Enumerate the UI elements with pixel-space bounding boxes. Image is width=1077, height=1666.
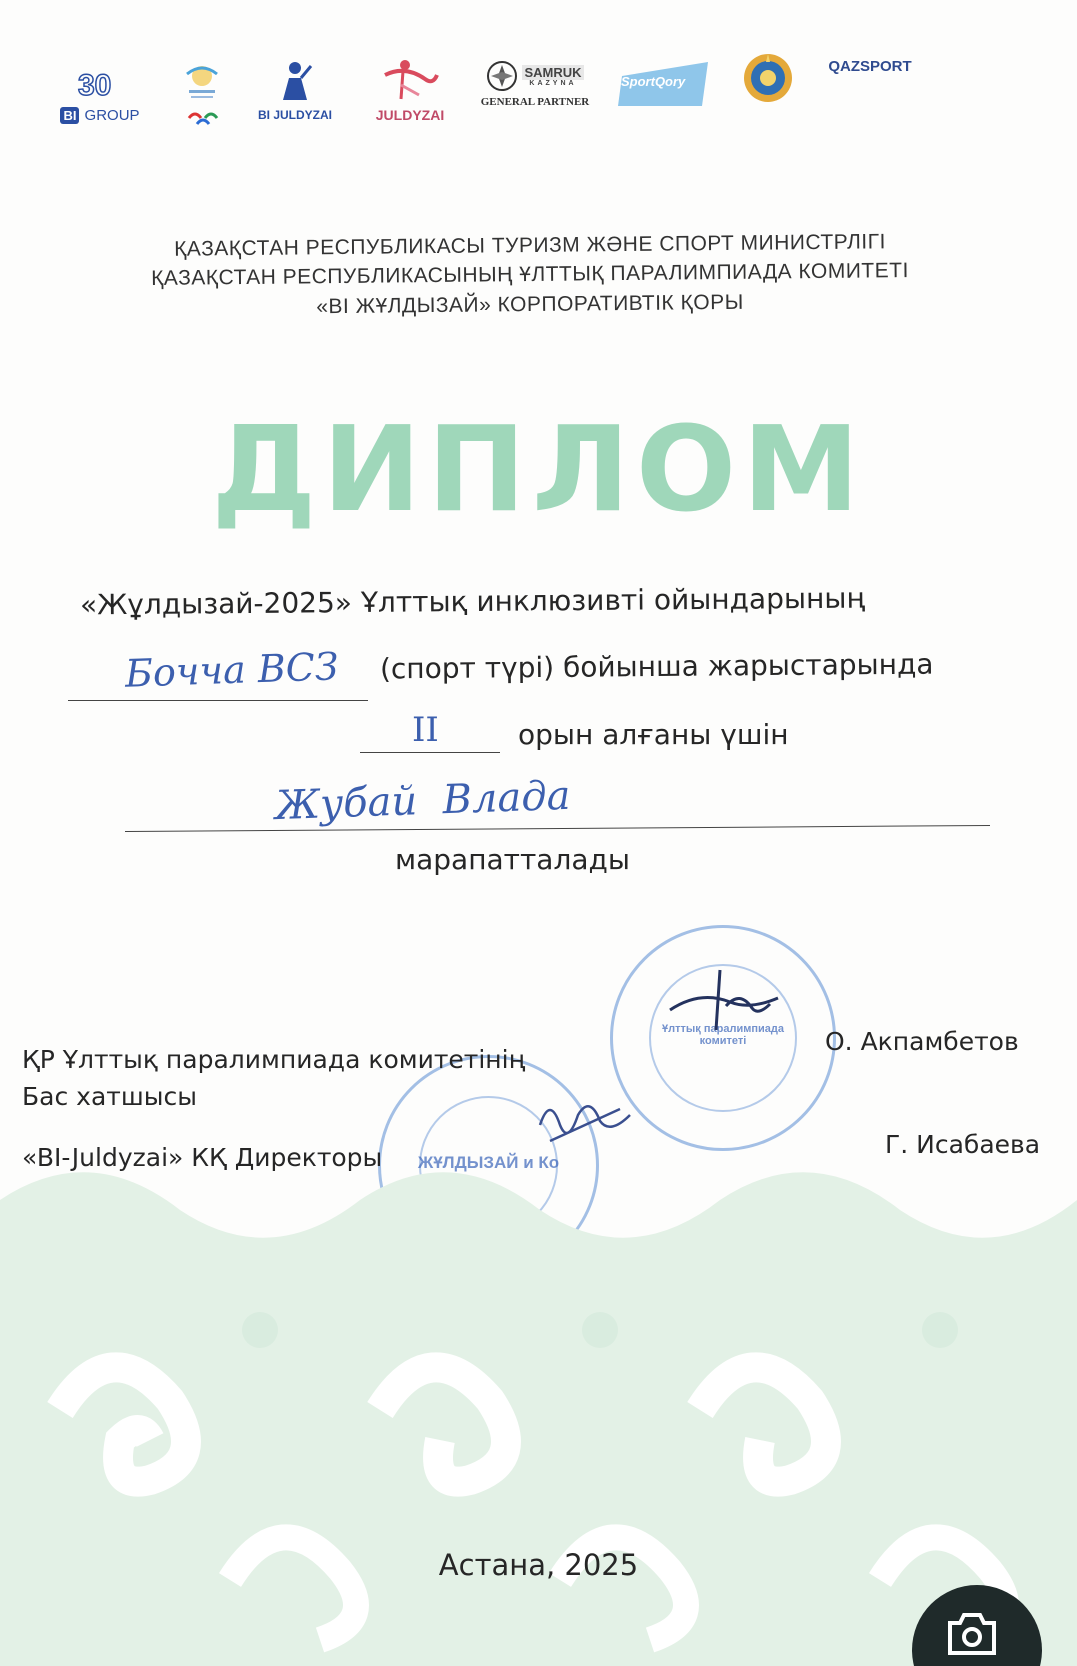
- samruk-kazyna-logo: [475, 60, 595, 108]
- sponsor-logos: [50, 60, 1010, 150]
- place-underline: [360, 752, 500, 753]
- signatory1-name: О. Акпамбетов: [825, 1027, 1019, 1056]
- bi-group-logo: [55, 65, 145, 128]
- body-sport-line: (спорт түрі) бойынша жарыстарында: [379, 647, 934, 686]
- body-games-line: «Жұлдызай-2025» Ұлттық инклюзивті ойындарының: [79, 581, 866, 622]
- kz-emblem-logo: [738, 52, 798, 108]
- handwritten-recipient-name: Жубай Влада: [274, 772, 572, 830]
- juldyzai-stamp-text: ЖҰЛДЫЗАЙ и Ко: [417, 1153, 560, 1172]
- signature-akpambetov-icon: [660, 960, 790, 1040]
- bi-juldyzai-text: BI JULDYZAI: [257, 108, 332, 122]
- body-awarded-line: марапатталады: [395, 843, 630, 876]
- name-underline: [125, 825, 990, 832]
- signatory1-title-line2: Бас хатшысы: [22, 1082, 197, 1111]
- paralympic-committee-logo: [172, 60, 232, 144]
- signatory2-title: «BI-Juldyzai» КҚ Директоры: [22, 1143, 383, 1172]
- bi-group-name: GROUP: [84, 107, 140, 124]
- bi-group-badge: BI: [60, 107, 79, 124]
- bi-juldyzai-figure-icon: [275, 60, 315, 104]
- samruk-sub: KAZYNA: [529, 80, 577, 87]
- sport-qory-logo: [615, 62, 715, 110]
- header-committee: ҚАЗАҚСТАН РЕСПУБЛИКАСЫНЫҢ ҰЛТТЫҚ ПАРАЛИМПИАДА КОМИТЕТІ: [151, 259, 909, 290]
- header-foundation: «BI ЖҰЛДЫЗАЙ» КОРПОРАТИВТІК ҚОРЫ: [316, 290, 744, 319]
- sport-qory-text: SportQory: [621, 74, 686, 89]
- juldyzai-logo: [355, 55, 465, 123]
- juldyzai-dancer-icon: [375, 55, 445, 103]
- bi-juldyzai-logo: [245, 60, 345, 122]
- qazsport-text: QAZSPORT: [828, 58, 912, 75]
- paralympic-stamp-text: Ұлттық паралимпиада комитеті: [662, 1023, 784, 1047]
- diploma-title: ДИПЛОМ: [211, 400, 866, 538]
- samruk-emblem-icon: [486, 60, 518, 92]
- samruk-name: SAMRUK: [524, 65, 582, 80]
- handwritten-place: II: [412, 710, 439, 750]
- svg-text:30: 30: [78, 69, 112, 102]
- samruk-partner: GENERAL PARTNER: [480, 96, 590, 108]
- camera-icon: [944, 1609, 1000, 1657]
- paralympic-emblem-icon: [177, 60, 227, 140]
- header-ministry: ҚАЗАҚСТАН РЕСПУБЛИКАСЫ ТУРИЗМ ЖӘНЕ СПОРТ МИНИСТРЛІГІ: [174, 230, 886, 261]
- footer-city-year: Астана, 2025: [438, 1548, 639, 1582]
- signatory2-name: Г. Исабаева: [885, 1130, 1041, 1159]
- signatory1-title-line1: ҚР Ұлттық паралимпиада комитетінің: [22, 1045, 526, 1074]
- kazakhstan-emblem-icon: [742, 52, 794, 104]
- bi-group-emblem-icon: [70, 65, 130, 105]
- qazsport-logo: [815, 58, 925, 75]
- sport-underline: [68, 700, 368, 701]
- juldyzai-text: JULDYZAI: [375, 107, 445, 123]
- handwritten-sport: Бочча ВСЗ: [124, 644, 340, 696]
- body-place-line: орын алғаны үшін: [518, 718, 789, 751]
